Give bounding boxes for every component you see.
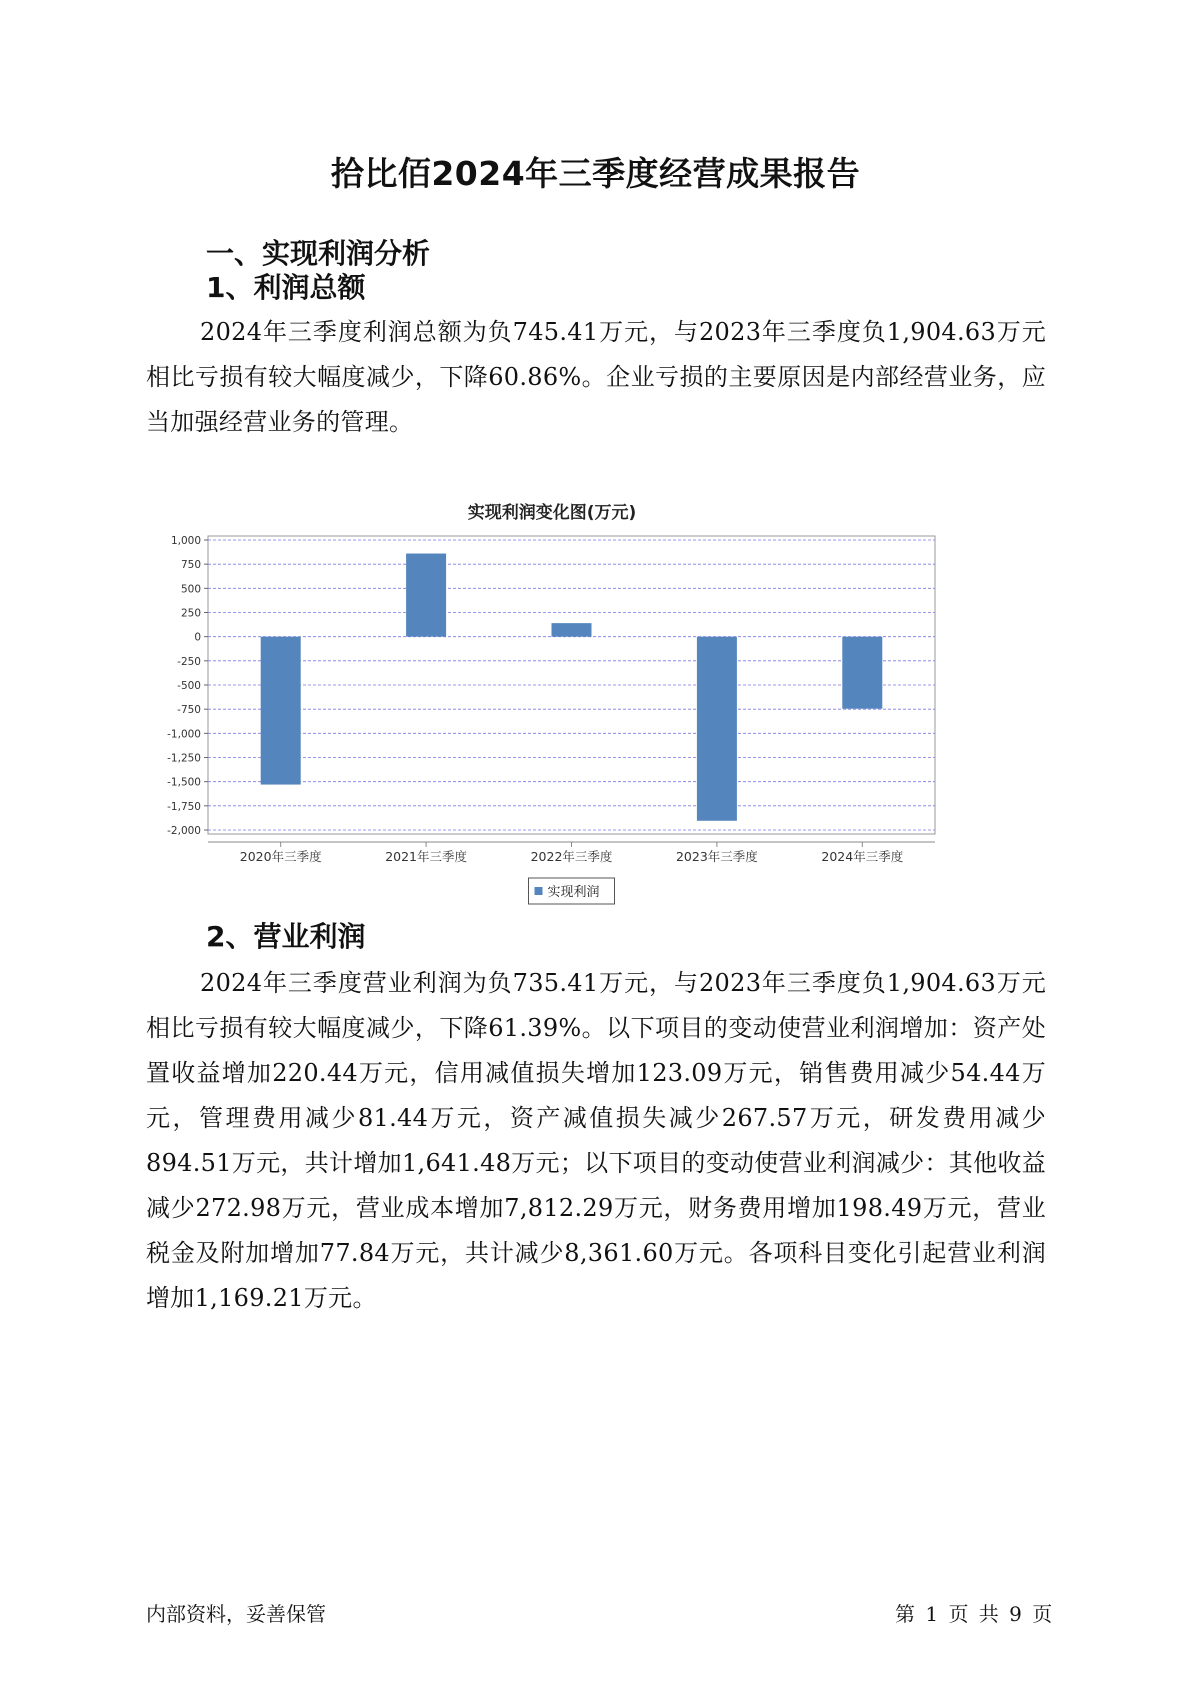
y-tick-label: -1,750 [167,800,201,813]
chart-title: 实现利润变化图(万元) [467,503,637,523]
total-profit-paragraph: 2024年三季度利润总额为负745.41万元，与2023年三季度负1,904.63万元相比亏损有较大幅度减少，下降60.86%。企业亏损的主要原因是内部经营业务，应当加强经营业务的管理。 [146,318,1046,436]
x-tick-label: 2024年三季度 [821,849,904,864]
y-tick-label: -750 [177,704,201,717]
bar-2 [406,554,446,637]
profit-bar-chart [160,500,1040,960]
x-tick-label: 2022年三季度 [530,849,613,864]
operating-profit-paragraph: 2024年三季度营业利润为负735.41万元，与2023年三季度负1,904.63万元相比亏损有较大幅度减少，下降61.39%。以下项目的变动使营业利润增加：资产处置收益增加220.44万元，信用减值损失增加123.09万元，销售费用减少54.44万元，管理费用减少81.44万元，资产减值损失减少267.57万元，研发费用减少894.51万元，共计增加1,641.48万元；以下项目的变动使营业利润减少：其他收益减少272.98万元，营业成本增加7,812.29万元，财务费用增加198.49万元，营业税金及附加增加77.84万元，共计减少8,361.60万元。各项科目变化引起营业利润增加1,169.21万元。 [146,969,1046,1312]
x-tick-label: 2021年三季度 [385,849,468,864]
y-tick-label: -250 [177,655,201,668]
legend-label: 实现利润 [547,885,600,900]
legend-swatch [535,887,543,895]
footer-confidential-note: 内部资料，妥善保管 [146,1602,326,1626]
y-tick-label: -500 [177,680,201,692]
y-tick-label: -1,500 [167,776,201,789]
subsection-heading-operating-profit: 2、营业利润 [206,920,366,953]
bar-1 [261,637,301,785]
document-title: 拾比佰2024年三季度经营成果报告 [330,154,861,193]
y-tick-label: -2,000 [167,825,201,837]
bar-4 [697,637,737,821]
y-tick-label: 750 [180,559,201,572]
section-heading-profit-analysis: 一、实现利润分析 [206,237,431,270]
y-tick-label: 0 [194,631,201,644]
footer-page-number: 第 1 页 共 9 页 [895,1602,1053,1626]
y-tick-label: -1,250 [167,752,201,765]
bar-3 [552,623,592,637]
y-tick-label: 1,000 [170,535,201,547]
x-tick-label: 2020年三季度 [239,849,322,864]
y-tick-label: 250 [180,607,201,620]
y-tick-label: -1,000 [167,728,201,741]
y-tick-label: 500 [180,583,201,596]
x-tick-label: 2023年三季度 [675,849,758,864]
bar-5 [842,637,882,709]
subsection-heading-total-profit: 1、利润总额 [206,271,366,304]
profit-chart-svg [160,500,1040,960]
